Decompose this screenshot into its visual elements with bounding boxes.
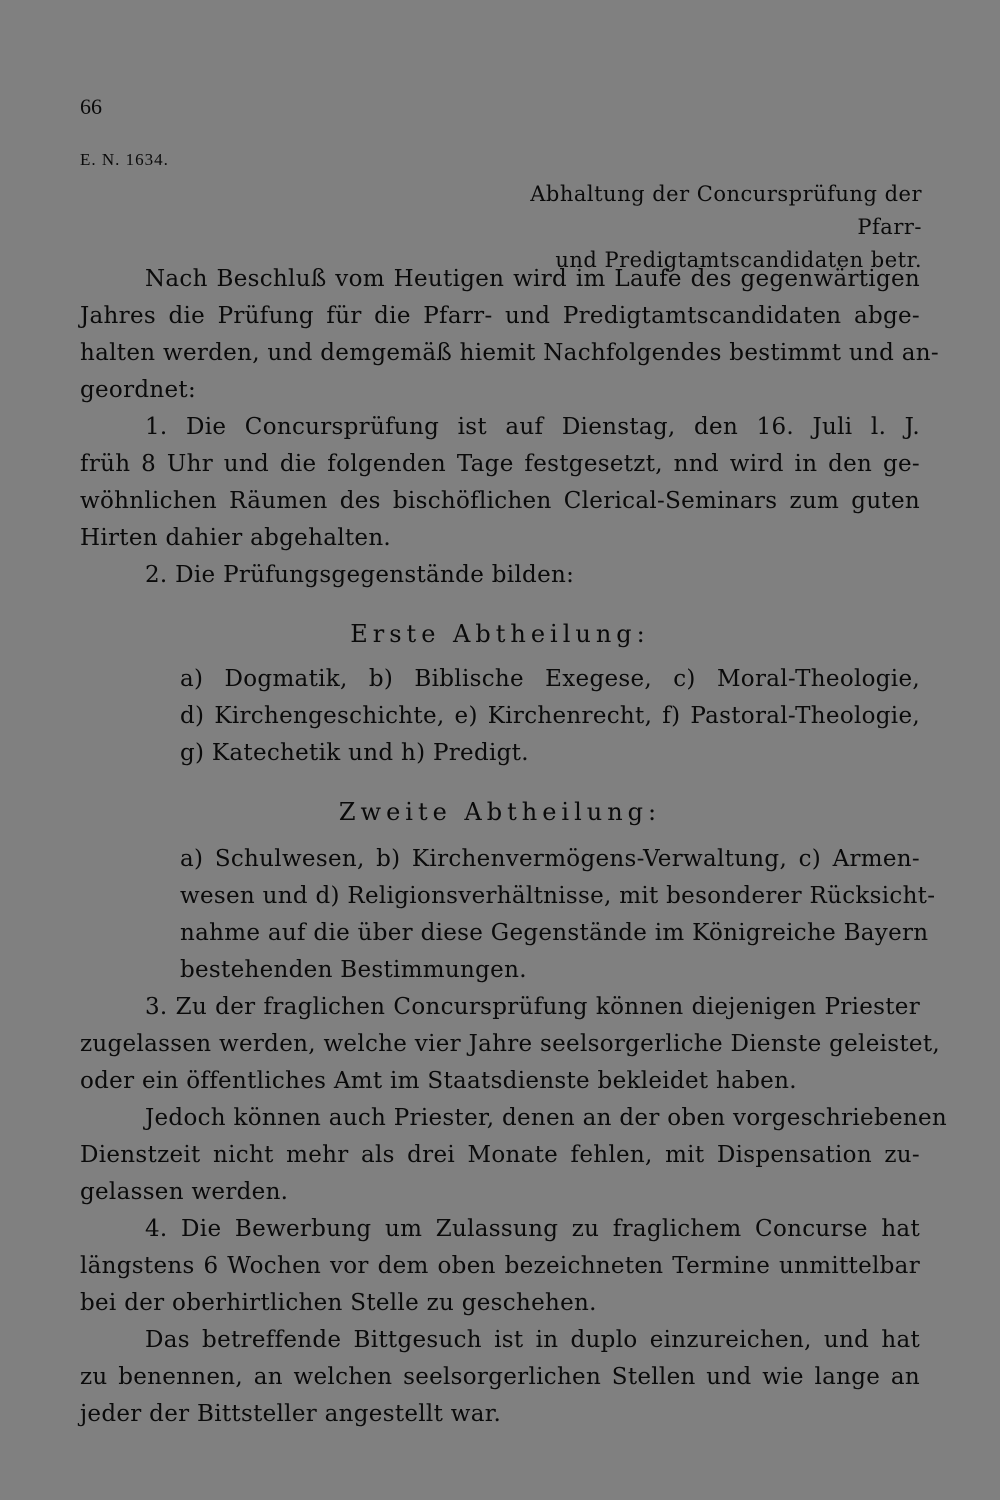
point1-line-1: 1. Die Concursprüfung ist auf Dienstag, den 16. Juli l. J. bbox=[145, 414, 920, 440]
point1-line-3: wöhnlichen Räumen des bischöflichen Clerical-Seminars zum guten bbox=[80, 488, 920, 514]
point4b-line-3: jeder der Bittsteller angestellt war. bbox=[80, 1401, 502, 1427]
point3b-line-3: gelassen werden. bbox=[80, 1179, 289, 1205]
point2-line: 2. Die Prüfungsgegenstände bilden: bbox=[145, 562, 575, 588]
point4-line-3: bei der oberhirtlichen Stelle zu geschehen. bbox=[80, 1290, 597, 1316]
point3-line-2: zugelassen werden, welche vier Jahre seelsorgerliche Dienste geleistet, bbox=[80, 1031, 940, 1057]
point3b-line-1: Jedoch können auch Priester, denen an der oben vorgeschriebenen bbox=[145, 1105, 948, 1131]
subject-line-1: Abhaltung der Concursprüfung der Pfarr- bbox=[530, 182, 922, 239]
reference-number: E. N. 1634. bbox=[80, 150, 169, 169]
section2-line-2: wesen und d) Religionsverhältnisse, mit besonderer Rücksicht- bbox=[180, 883, 936, 909]
section2-line-3: nahme auf die über diese Gegenstände im Königreiche Bayern bbox=[180, 920, 929, 946]
point4-line-1: 4. Die Bewerbung um Zulassung zu fraglichem Concurse hat bbox=[145, 1216, 920, 1242]
page-number: 66 bbox=[80, 94, 102, 119]
point1-line-4: Hirten dahier abgehalten. bbox=[80, 525, 392, 551]
intro-line-1: Nach Beschluß vom Heutigen wird im Laufe des gegenwärtigen bbox=[145, 266, 920, 292]
point4b-line-1: Das betreffende Bittgesuch ist in duplo einzureichen, und hat bbox=[145, 1327, 920, 1353]
intro-line-3: halten werden, und demgemäß hiemit Nachfolgendes bestimmt und an- bbox=[80, 340, 939, 366]
subject-line-2: und Predigtamtscandidaten betr. bbox=[555, 248, 922, 272]
point4-line-2: längstens 6 Wochen vor dem oben bezeichneten Termine unmittelbar bbox=[80, 1253, 920, 1279]
section2-heading: Zweite Abtheilung: bbox=[338, 798, 662, 826]
point3-line-1: 3. Zu der fraglichen Concursprüfung können diejenigen Priester bbox=[145, 994, 920, 1020]
intro-line-2: Jahres die Prüfung für die Pfarr- und Predigtamtscandidaten abge- bbox=[80, 303, 920, 329]
point1-line-2: früh 8 Uhr und die folgenden Tage festgesetzt, nnd wird in den ge- bbox=[80, 451, 920, 477]
section2-line-1: a) Schulwesen, b) Kirchenvermögens-Verwaltung, c) Armen- bbox=[180, 846, 920, 872]
section1-line-1: a) Dogmatik, b) Biblische Exegese, c) Moral-Theologie, bbox=[180, 666, 920, 692]
point3b-line-2: Dienstzeit nicht mehr als drei Monate fehlen, mit Dispensation zu- bbox=[80, 1142, 920, 1168]
point4b-line-2: zu benennen, an welchen seelsorgerlichen Stellen und wie lange an bbox=[80, 1364, 920, 1390]
intro-line-4: geordnet: bbox=[80, 377, 197, 403]
subject-line bbox=[462, 178, 922, 277]
section1-line-2: d) Kirchengeschichte, e) Kirchenrecht, f) Pastoral-Theologie, bbox=[180, 703, 920, 729]
point3-line-3: oder ein öffentliches Amt im Staatsdienste bekleidet haben. bbox=[80, 1068, 797, 1094]
section1-heading: Erste Abtheilung: bbox=[350, 620, 650, 648]
section1-line-3: g) Katechetik und h) Predigt. bbox=[180, 740, 529, 766]
section2-line-4: bestehenden Bestimmungen. bbox=[180, 957, 527, 983]
